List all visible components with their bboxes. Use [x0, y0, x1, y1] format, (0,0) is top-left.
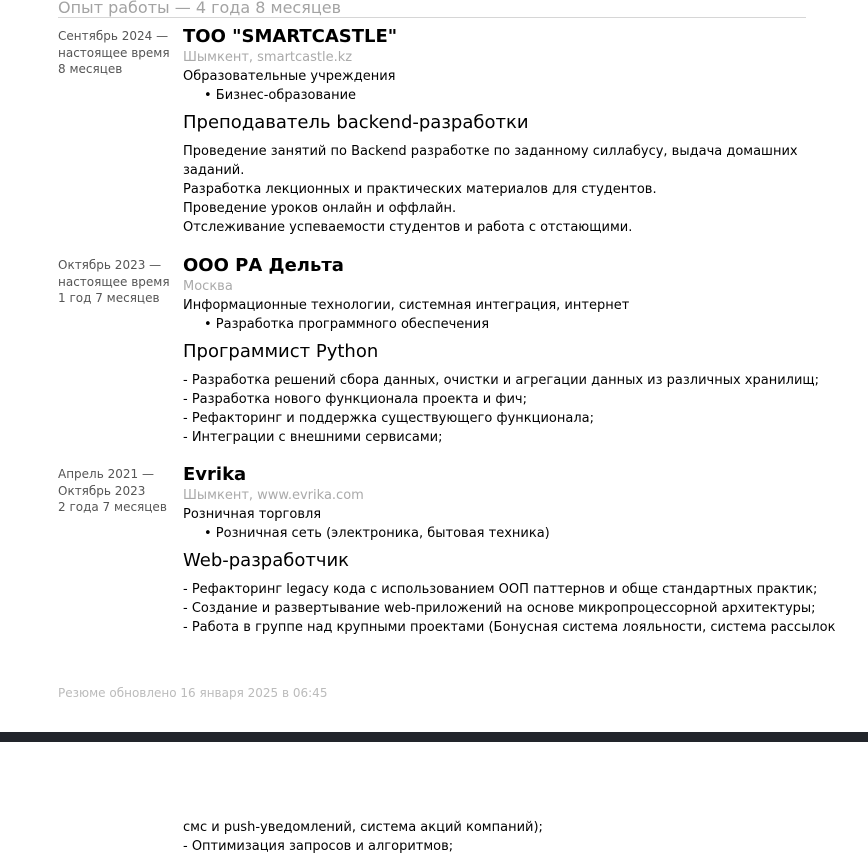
company-industry: Образовательные учреждения	[183, 69, 396, 84]
description-line: - Рефакторинг legacy кода с использованием ООП паттернов и обще стандартных практик;	[183, 582, 818, 597]
job-duration: 2 года 7 месяцев	[58, 500, 167, 514]
job-duration: 1 год 7 месяцев	[58, 291, 160, 305]
company-subindustry: • Разработка программного обеспечения	[204, 317, 490, 332]
job-content	[183, 26, 813, 237]
job-start-date: Октябрь 2023 —	[58, 258, 162, 272]
job-dates	[58, 28, 178, 78]
company-location: Шымкент, smartcastle.kz	[183, 50, 353, 65]
description-line: Проведение занятий по Backend разработке по заданному силлабусу, выдача домашних заданий.	[183, 144, 798, 178]
job-content	[183, 464, 836, 637]
company-subindustry: • Розничная сеть (электроника, бытовая техника)	[204, 526, 550, 541]
company-name: ООО РА Дельта	[183, 255, 344, 276]
job-end-date: Октябрь 2023	[58, 483, 146, 498]
job-dates	[58, 257, 178, 307]
description-line: Разработка лекционных и практических материалов для студентов.	[183, 182, 657, 197]
job-duration: 8 месяцев	[58, 62, 123, 76]
job-start-date: Апрель 2021 —	[58, 467, 154, 481]
company-location: Москва	[183, 279, 233, 294]
page-break-bar	[0, 732, 868, 742]
job-description	[183, 142, 813, 237]
company-name: ТОО "SMARTCASTLE"	[183, 26, 398, 47]
description-line: Отслеживание успеваемости студентов и работа с отстающими.	[183, 220, 633, 235]
job-position: Web-разработчик	[183, 550, 350, 571]
job-description	[183, 371, 820, 447]
company-industry: Розничная торговля	[183, 507, 322, 522]
job-end-date: настоящее время	[58, 45, 170, 60]
job-dates	[58, 466, 178, 516]
company-location: Шымкент, www.evrika.com	[183, 488, 364, 503]
experience-section-title: Опыт работы — 4 года 8 месяцев	[58, 0, 806, 18]
description-line: - Создание и развертывание web-приложений на основе микропроцессорной архитектуры;	[183, 601, 816, 616]
description-line: смс и push-уведомлений, система акций компаний);	[183, 820, 543, 835]
job-end-date: настоящее время	[58, 274, 170, 289]
company-name: Evrika	[183, 464, 247, 485]
description-line: - Разработка нового функционала проекта и фич;	[183, 392, 527, 407]
company-subindustry: • Бизнес-образование	[204, 88, 357, 103]
description-line: - Интеграции с внешними сервисами;	[183, 430, 443, 445]
job-start-date: Сентябрь 2024 —	[58, 29, 169, 43]
description-line: - Работа в группе над крупными проектами (Бонусная система лояльности, система рассылок	[183, 620, 836, 635]
company-industry: Информационные технологии, системная интеграция, интернет	[183, 298, 630, 313]
job-position: Преподаватель backend-разработки	[183, 112, 529, 133]
description-line: - Рефакторинг и поддержка существующего функционала;	[183, 411, 594, 426]
resume-updated-timestamp: Резюме обновлено 16 января 2025 в 06:45	[58, 686, 328, 700]
description-line: Проведение уроков онлайн и оффлайн.	[183, 201, 457, 216]
description-line: - Разработка решений сбора данных, очистки и агрегации данных из различных хранилищ;	[183, 373, 820, 388]
job-position: Программист Python	[183, 341, 379, 362]
resume-page-continuation	[0, 742, 868, 864]
description-line: - Оптимизация запросов и алгоритмов;	[183, 839, 454, 854]
job-description-continuation	[183, 818, 543, 856]
job-description	[183, 580, 836, 637]
job-content	[183, 255, 820, 447]
